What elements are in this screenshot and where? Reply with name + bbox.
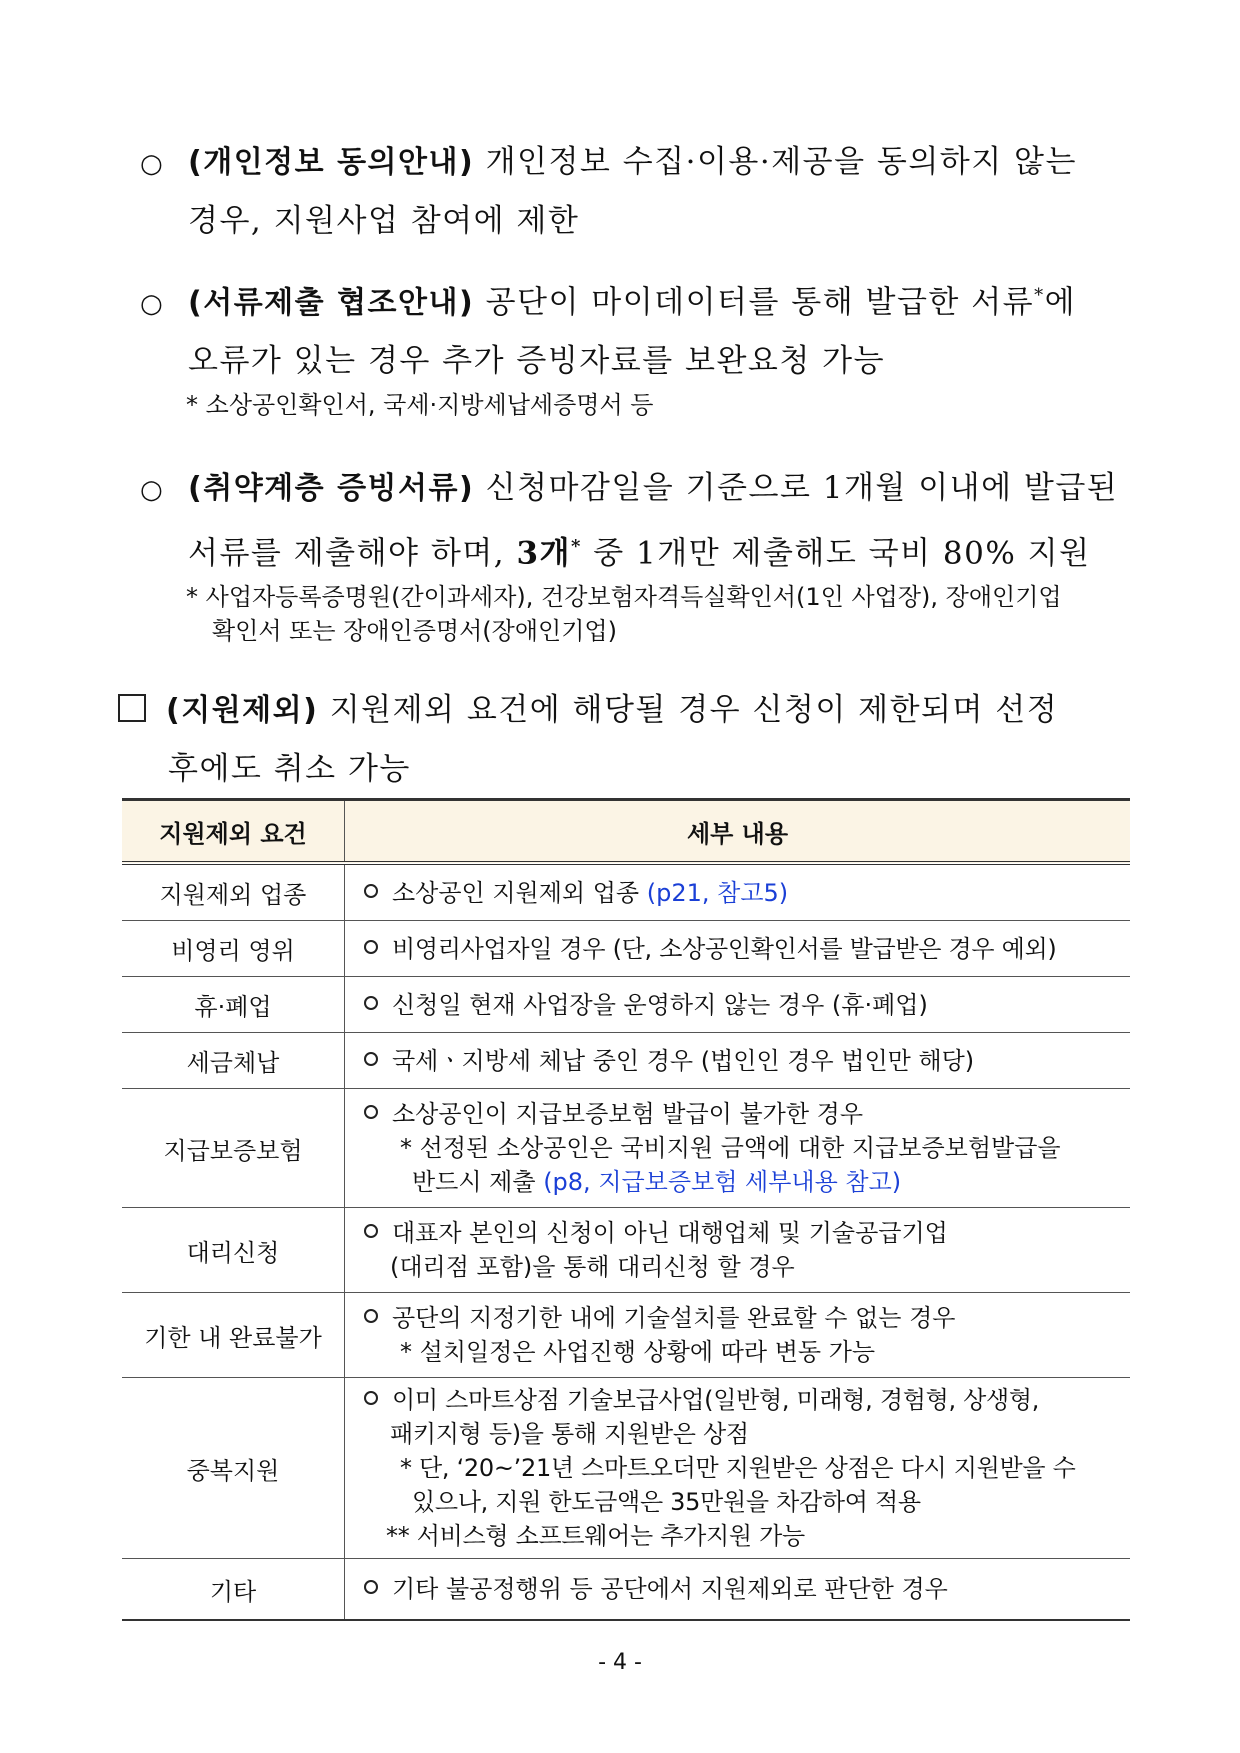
row-label: 휴·폐업 xyxy=(122,977,345,1033)
table-row xyxy=(122,1208,1130,1293)
row-text: 공단의 지정기한 내에 기술설치를 완료할 수 없는 경우 xyxy=(392,1304,956,1332)
exclusion-table xyxy=(122,798,1130,1621)
row-label: 대리신청 xyxy=(122,1208,345,1293)
bullet-heading: (취약계층 증빙서류) xyxy=(188,471,475,506)
bullet-document-cooperation xyxy=(140,274,1130,383)
row-label: 중복지원 xyxy=(122,1378,345,1559)
row-text: 국세ㆍ지방세 체납 중인 경우 (법인인 경우 법인만 해당) xyxy=(392,1046,975,1075)
section-heading: (지원제외) xyxy=(166,693,319,728)
table-row xyxy=(122,977,1130,1033)
row-text: (대리점 포함)을 통해 대리신청 할 경우 xyxy=(390,1253,795,1281)
bullet-text: 신청마감일을 기준으로 1개월 이내에 발급된 xyxy=(485,470,1119,506)
circle-bullet-icon xyxy=(364,1105,378,1119)
footnote xyxy=(186,580,1136,648)
footnote: * 소상공인확인서, 국세·지방세납세증명서 등 xyxy=(186,391,654,419)
row-label: 비영리 영위 xyxy=(122,921,345,977)
circle-bullet-icon: ○ xyxy=(140,475,163,505)
bullet-continuation: 오류가 있는 경우 추가 증빙자료를 보완요청 가능 xyxy=(188,343,886,380)
bullet-emphasis: 3개 xyxy=(516,535,571,572)
bullet-text-after: 에 xyxy=(1044,284,1077,321)
row-note: * 단, ‘20~’21년 스마트오더만 지원받은 상점은 다시 지원받을 수 xyxy=(400,1454,1076,1482)
row-text: 기타 불공정행위 등 공단에서 지원제외로 판단한 경우 xyxy=(392,1575,948,1603)
bullet-privacy-consent xyxy=(140,140,1130,243)
table-row xyxy=(122,1378,1130,1559)
table-row xyxy=(122,1033,1130,1089)
row-text: 소상공인이 지급보증보험 발급이 불가한 경우 xyxy=(392,1100,864,1128)
circle-bullet-icon xyxy=(364,940,378,954)
bullet-heading: (개인정보 동의안내) xyxy=(188,145,475,180)
row-label: 지원제외 업종 xyxy=(122,863,345,921)
footnote-mark: * xyxy=(1034,285,1045,306)
circle-bullet-icon xyxy=(364,884,378,898)
bullet-continuation-end: 중 1개만 제출해도 국비 80% 지원 xyxy=(581,535,1091,572)
circle-bullet-icon xyxy=(364,1580,378,1594)
circle-bullet-icon xyxy=(364,1224,378,1238)
circle-bullet-icon: ○ xyxy=(140,149,163,179)
section-continuation: 후에도 취소 가능 xyxy=(168,751,411,787)
footnote-line: * 사업자등록증명원(간이과세자), 건강보험자격득실확인서(1인 사업장), 장애인기업 xyxy=(186,583,1062,611)
row-label: 기타 xyxy=(122,1559,345,1621)
circle-bullet-icon xyxy=(364,1391,378,1405)
row-note: * 설치일정은 사업진행 상황에 따라 변동 가능 xyxy=(400,1338,876,1366)
page-number: - 4 - xyxy=(598,1650,642,1675)
bullet-heading: (서류제출 협조안내) xyxy=(188,285,475,321)
circle-bullet-icon xyxy=(364,996,378,1010)
table-row xyxy=(122,1559,1130,1621)
bullet-continuation: 경우, 지원사업 참여에 제한 xyxy=(188,203,580,239)
row-label: 기한 내 완료불가 xyxy=(122,1293,345,1378)
row-text: 소상공인 지원제외 업종 xyxy=(392,878,647,907)
footnote-mark: * xyxy=(570,536,582,557)
row-text: 신청일 현재 사업장을 운영하지 않는 경우 (휴·폐업) xyxy=(392,990,928,1019)
circle-bullet-icon: ○ xyxy=(140,289,163,320)
section-exclusion xyxy=(118,688,1130,791)
bullet-continuation: 서류를 제출해야 하며, xyxy=(188,535,517,572)
reference-link-text: (p8, 지급보증보험 세부내용 참고) xyxy=(543,1168,902,1196)
row-note: 있으나, 지원 한도금액은 35만원을 차감하여 적용 xyxy=(412,1488,921,1516)
bullet-text: 개인정보 수집·이용·제공을 동의하지 않는 xyxy=(485,144,1077,180)
row-label: 세금체납 xyxy=(122,1033,345,1089)
row-text: 이미 스마트상점 기술보급사업(일반형, 미래형, 경험형, 상생형, xyxy=(392,1386,1040,1414)
section-text: 지원제외 요건에 해당될 경우 신청이 제한되며 선정 xyxy=(329,692,1059,728)
table-row xyxy=(122,1293,1130,1378)
row-note: 반드시 제출 xyxy=(412,1168,544,1196)
row-text: 비영리사업자일 경우 (단, 소상공인확인서를 발급받은 경우 예외) xyxy=(392,934,1057,963)
bullet-text: 공단이 마이데이터를 통해 발급한 서류 xyxy=(485,284,1035,321)
circle-bullet-icon xyxy=(364,1309,378,1323)
reference-link-text: (p21, 참고5) xyxy=(646,878,789,907)
row-note: ** 서비스형 소프트웨어는 추가지원 가능 xyxy=(386,1522,805,1550)
circle-bullet-icon xyxy=(364,1052,378,1066)
column-header: 지원제외 요건 xyxy=(122,800,345,864)
checkbox-square-icon xyxy=(118,694,146,722)
bullet-vulnerable-proof xyxy=(140,466,1130,575)
row-text: 대표자 본인의 신청이 아닌 대행업체 및 기술공급기업 xyxy=(392,1219,948,1247)
row-label: 지급보증보험 xyxy=(122,1089,345,1208)
table-row xyxy=(122,1089,1130,1208)
column-header: 세부 내용 xyxy=(345,800,1131,864)
row-note: * 선정된 소상공인은 국비지원 금액에 대한 지급보증보험발급을 xyxy=(400,1134,1061,1162)
table-row xyxy=(122,863,1130,921)
table-row xyxy=(122,921,1130,977)
table-header-row xyxy=(122,800,1130,864)
row-text: 패키지형 등)을 통해 지원받은 상점 xyxy=(390,1420,749,1448)
footnote-line: 확인서 또는 장애인증명서(장애인기업) xyxy=(212,617,617,645)
